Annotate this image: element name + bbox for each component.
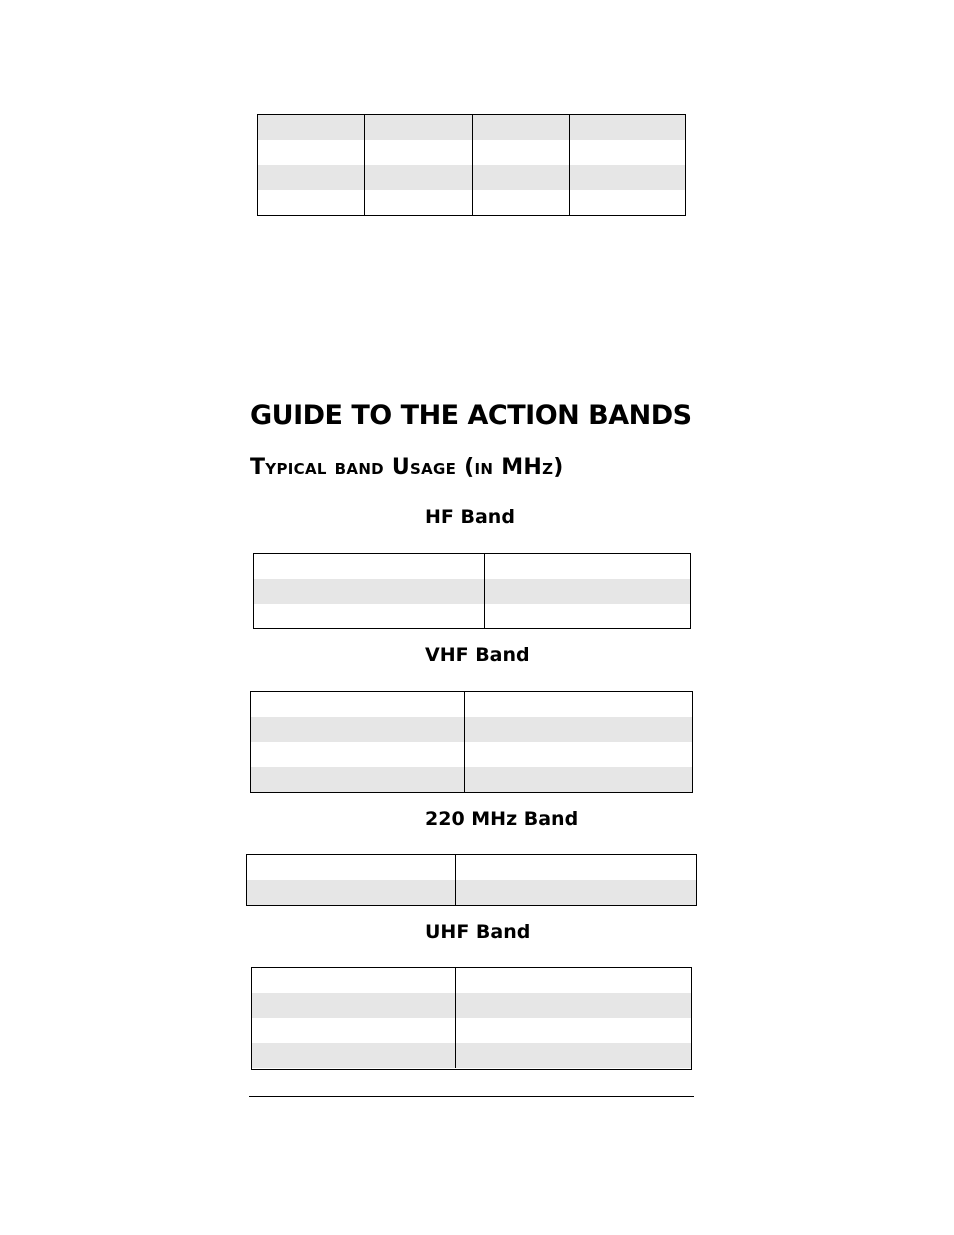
table-cell (473, 115, 570, 140)
table-cell (258, 190, 365, 215)
220-mhz-band-table (246, 854, 697, 906)
table-cell (258, 115, 365, 140)
page-subheading: Typical band Usage (in MHz) (250, 455, 564, 480)
table-row (254, 579, 690, 604)
table-row (258, 140, 685, 165)
table-cell (456, 993, 691, 1018)
uhf-band-caption: UHF Band (425, 921, 531, 943)
220-mhz-band-caption: 220 MHz Band (425, 808, 579, 830)
table-row (251, 692, 692, 717)
table-cell (456, 855, 696, 880)
table-cell (465, 717, 692, 742)
table-row (251, 767, 692, 792)
hf-band-table (253, 553, 691, 629)
table-cell (456, 880, 696, 905)
table-cell (465, 692, 692, 717)
table-cell (485, 604, 690, 629)
table-cell (252, 993, 456, 1018)
table-row (252, 993, 691, 1018)
table-cell (473, 140, 570, 165)
table-cell (252, 968, 456, 993)
table-cell (254, 604, 485, 629)
table-cell (252, 1043, 456, 1068)
table-cell (252, 1018, 456, 1043)
footer-rule (249, 1096, 694, 1097)
table-cell (570, 140, 685, 165)
table-cell (251, 767, 465, 792)
table-cell (247, 855, 456, 880)
table-row (254, 554, 690, 579)
table-cell (456, 1018, 691, 1043)
top-table (257, 114, 686, 216)
table-cell (456, 968, 691, 993)
table-row (247, 880, 696, 905)
table-cell (570, 190, 685, 215)
table-cell (365, 115, 473, 140)
table-cell (473, 165, 570, 190)
table-cell (258, 165, 365, 190)
table-cell (456, 1043, 691, 1068)
vhf-band-caption: VHF Band (425, 644, 530, 666)
table-cell (251, 717, 465, 742)
table-row (251, 717, 692, 742)
table-row (252, 1018, 691, 1043)
table-cell (465, 767, 692, 792)
table-row (254, 604, 690, 629)
uhf-band-table (251, 967, 692, 1070)
table-cell (258, 140, 365, 165)
table-row (258, 165, 685, 190)
table-cell (473, 190, 570, 215)
hf-band-caption: HF Band (425, 506, 515, 528)
table-row (252, 968, 691, 993)
table-cell (247, 880, 456, 905)
table-cell (365, 140, 473, 165)
table-cell (465, 742, 692, 767)
table-cell (251, 742, 465, 767)
page-heading: GUIDE TO THE ACTION BANDS (250, 400, 692, 431)
table-cell (254, 579, 485, 604)
vhf-band-table (250, 691, 693, 793)
table-cell (570, 165, 685, 190)
table-cell (485, 579, 690, 604)
table-row (258, 190, 685, 215)
table-row (247, 855, 696, 880)
table-row (251, 742, 692, 767)
table-cell (251, 692, 465, 717)
table-cell (485, 554, 690, 579)
table-cell (365, 190, 473, 215)
table-cell (254, 554, 485, 579)
table-cell (365, 165, 473, 190)
table-cell (570, 115, 685, 140)
table-row (252, 1043, 691, 1068)
table-row (258, 115, 685, 140)
